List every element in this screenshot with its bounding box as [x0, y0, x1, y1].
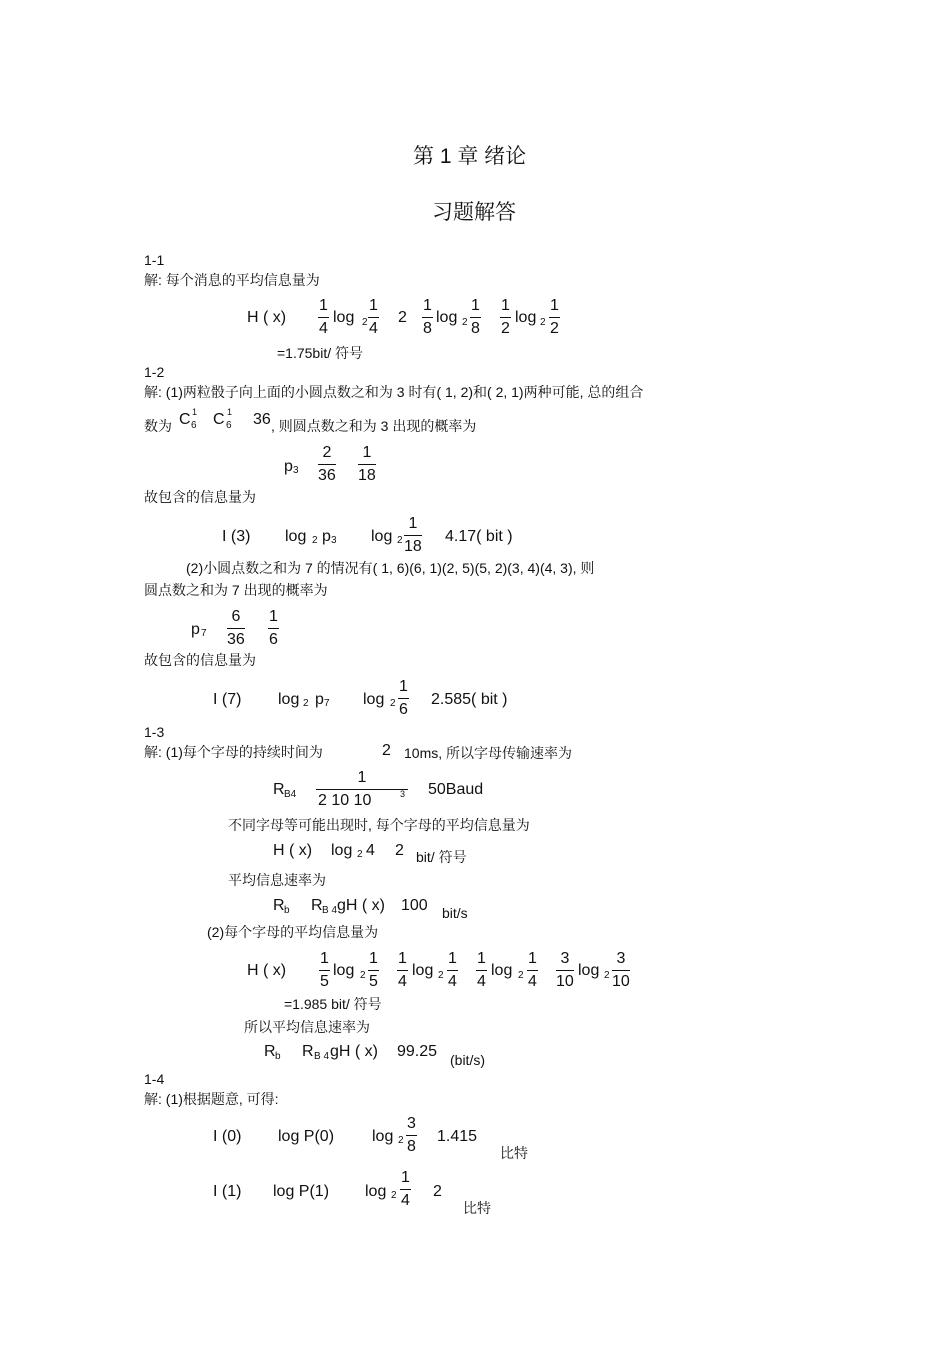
problem-1-2-line3: (2)小圆点数之和为 7 的情况有( 1, 6)(6, 1)(2, 5)(5, 2)(3, 4)(4, 3), 则: [186, 560, 595, 576]
unit-bit-symbol: bit/ 符号: [416, 849, 467, 865]
log-base: 2: [604, 970, 610, 981]
fraction-1-8: 1 8: [423, 297, 432, 337]
info-I0-value: 1.415: [437, 1128, 478, 1145]
fraction-1-2: 1 2: [550, 297, 559, 337]
log-text: log: [365, 1183, 387, 1200]
fraction-1-4: 1 4: [319, 297, 328, 337]
symbol-rate-sub: B 4: [314, 1051, 330, 1062]
log-base: 2: [438, 970, 444, 981]
result-1-3: =1.985 bit/ 符号: [284, 996, 382, 1012]
fraction-1-4: 1 4: [401, 1169, 410, 1209]
fraction-1-18: 1 18: [358, 444, 376, 484]
entropy-symbol: H ( x): [273, 842, 313, 859]
fraction-6-36: 6 36: [227, 608, 245, 648]
log-base: 2: [303, 698, 309, 709]
problem-1-2-line2b: , 则圆点数之和为 3 出现的概率为: [271, 418, 477, 434]
problem-1-2-line1: 解: (1)两粒骰子向上面的小圆点数之和为 3 时有( 1, 2)和( 2, 1)两种可能, 总的组合: [144, 384, 644, 400]
info-I0: I (0): [213, 1128, 242, 1145]
fraction-1-4: 1 4: [369, 297, 378, 337]
info-I1-value: 2: [433, 1183, 442, 1200]
info-I3: I (3): [222, 528, 251, 545]
symbol-rate-sub: B4: [284, 789, 297, 800]
unit-bit-cn: 比特: [500, 1145, 528, 1161]
info-I7-value: 2.585( bit ): [431, 691, 508, 708]
log-text: log: [363, 691, 385, 708]
info-rate-sub: b: [275, 1051, 281, 1062]
problem-1-3-line5: 所以平均信息速率为: [244, 1019, 370, 1035]
info-I1: I (1): [213, 1183, 242, 1200]
problem-label-1-3: 1-3: [144, 724, 165, 740]
problem-1-2-line2a: 数为: [144, 418, 172, 434]
entropy-symbol: H ( x): [247, 309, 287, 326]
prob-p3-sub: 3: [293, 465, 299, 476]
unit-bit-cn: 比特: [463, 1200, 491, 1216]
log-base: 2: [518, 970, 524, 981]
symbol-rate: R: [302, 1043, 314, 1060]
log-text: log: [578, 962, 600, 979]
log-text: log: [278, 691, 300, 708]
fraction-1-4: 1 4: [477, 950, 486, 990]
sub-6: 6: [191, 420, 197, 431]
log-text: log: [491, 962, 513, 979]
fraction-3-10: 3 10: [556, 950, 574, 990]
symbol-rate: R: [311, 897, 323, 914]
fraction-baud: 1 2 10 10: [316, 770, 408, 809]
baud-value: 50Baud: [428, 781, 484, 798]
problem-1-2-line4: 圆点数之和为 7 出现的概率为: [144, 582, 328, 598]
info-rate-sub: b: [284, 905, 290, 916]
fraction-1-5: 1 5: [369, 950, 378, 990]
fraction-1-4: 1 4: [448, 950, 457, 990]
fraction-1-4: 1 4: [528, 950, 537, 990]
fraction-3-8: 3 8: [407, 1115, 416, 1155]
unit-bits: (bit/s): [450, 1052, 485, 1068]
log-text: log: [333, 962, 355, 979]
entropy-product: gH ( x): [330, 1043, 378, 1060]
prob-p3: p: [284, 458, 293, 475]
prob-p7-sub: 7: [324, 698, 330, 709]
info-I7: I (7): [213, 691, 242, 708]
total-36: 36: [253, 411, 271, 428]
prob-p3-ref: p: [322, 528, 331, 545]
fraction-1-6: 1 6: [269, 608, 278, 648]
log-text: log: [372, 1128, 394, 1145]
log-P0: log P(0): [278, 1128, 335, 1145]
sup-1: 1: [192, 407, 198, 417]
contains-info-1: 故包含的信息量为: [144, 489, 256, 505]
info-I3-value: 4.17( bit ): [445, 528, 513, 545]
info-rate: R: [273, 897, 285, 914]
problem-1-3-line3: 平均信息速率为: [228, 872, 326, 888]
prob-p7: p: [191, 621, 200, 638]
symbol-rate: R: [273, 781, 285, 798]
log-text: log: [412, 962, 434, 979]
prob-p7-sub: 7: [201, 628, 207, 639]
log-base: 2: [390, 698, 396, 709]
duration-2: 2: [382, 742, 391, 759]
problem-1-3-line2: 不同字母等可能出现时, 每个字母的平均信息量为: [228, 817, 530, 833]
unit-bits: bit/s: [442, 905, 468, 921]
log-base: 2: [398, 1135, 404, 1146]
prob-p7-ref: p: [315, 691, 324, 708]
log-P1: log P(1): [273, 1183, 330, 1200]
problem-label-1-1: 1-1: [144, 252, 165, 268]
log-text: log: [371, 528, 393, 545]
combination-symbol: C: [213, 411, 225, 428]
fraction-1-18: 1 18: [404, 515, 422, 555]
fraction-1-6: 1 6: [399, 678, 408, 718]
log-base: 2: [362, 317, 368, 328]
log-base: 2: [357, 849, 363, 860]
sub-6: 6: [226, 420, 232, 431]
prob-p3-sub: 3: [331, 535, 337, 546]
fraction-2-36: 2 36: [318, 444, 336, 484]
chapter-title: 第 1 章 绪论: [413, 145, 527, 168]
problem-1-3-line1a: 解: (1)每个字母的持续时间为: [144, 744, 323, 760]
problem-label-1-4: 1-4: [144, 1071, 165, 1087]
entropy-symbol: H ( x): [247, 962, 287, 979]
fraction-3-10: 3 10: [612, 950, 630, 990]
entropy-product: gH ( x): [337, 897, 385, 914]
contains-info-2: 故包含的信息量为: [144, 652, 256, 668]
problem-label-1-2: 1-2: [144, 364, 165, 380]
problem-1-4-intro: 解: (1)根据题意, 可得:: [144, 1091, 279, 1107]
log-base: 2: [397, 535, 403, 546]
exponent: 3: [400, 789, 406, 799]
log-text: log: [333, 309, 355, 326]
fraction-1-2: 1 2: [501, 297, 510, 337]
problem-1-1-intro: 解: 每个消息的平均信息量为: [144, 272, 320, 288]
sup-1: 1: [227, 407, 233, 417]
info-rate: R: [264, 1043, 276, 1060]
log-base: 2: [540, 317, 546, 328]
rate-value: 100: [401, 897, 428, 914]
combination-symbol: C: [179, 411, 191, 428]
result-1-1: =1.75bit/ 符号: [277, 345, 363, 361]
problem-1-3-line1c: 10ms, 所以字母传输速率为: [404, 745, 573, 761]
fraction-1-8: 1 8: [471, 297, 480, 337]
problem-1-3-line4: (2)每个字母的平均信息量为: [207, 924, 379, 940]
log-base: 2: [312, 535, 318, 546]
section-title: 习题解答: [432, 201, 516, 224]
log-base: 2: [360, 970, 366, 981]
symbol-rate-sub: B 4: [322, 905, 338, 916]
coefficient: 2: [398, 309, 407, 326]
fraction-1-5: 1 5: [320, 950, 329, 990]
log-text: log: [436, 309, 458, 326]
log-base: 2: [462, 317, 468, 328]
log-text: log: [331, 842, 353, 859]
log-text: log: [515, 309, 537, 326]
fraction-1-4: 1 4: [398, 950, 407, 990]
log-arg: 4: [366, 842, 375, 859]
rate-value: 99.25: [397, 1043, 438, 1060]
log-base: 2: [391, 1190, 397, 1201]
entropy-value: 2: [395, 842, 404, 859]
log-text: log: [285, 528, 307, 545]
